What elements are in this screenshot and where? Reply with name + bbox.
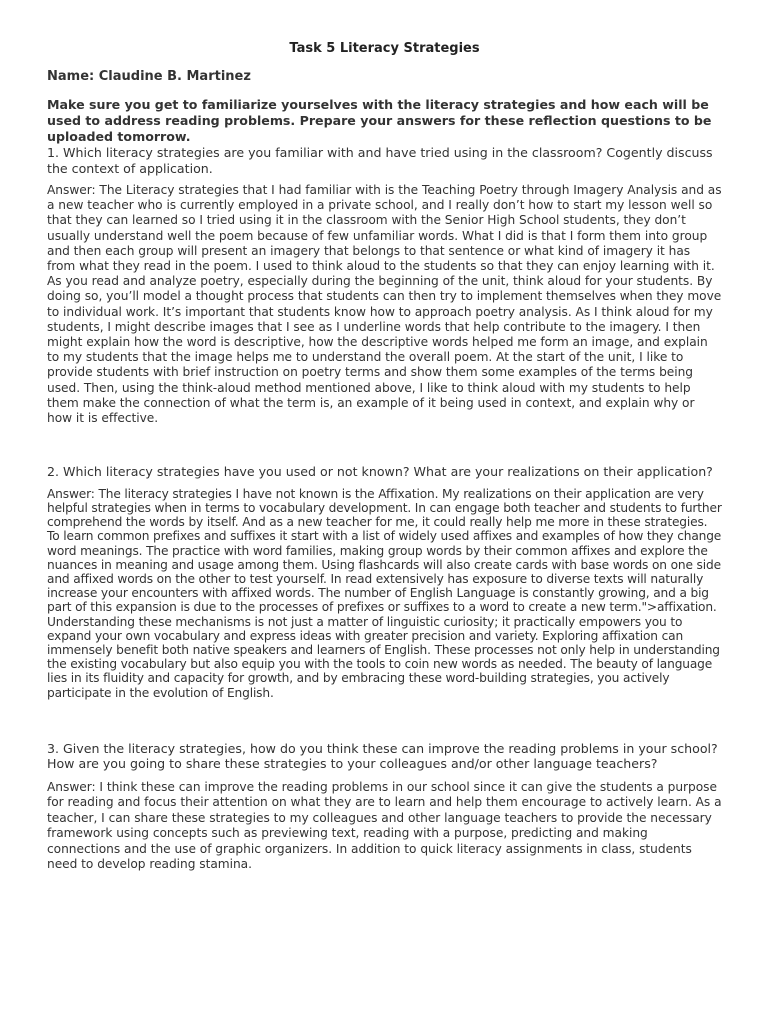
answer-2: Answer: The literacy strategies I have not known is the Affixation. My realizations on their application are very helpful strategies when in terms to vocabulary development. In can engage both teacher and students to further comprehend the words by itself. And as a new teacher for me, it could really help me more in these strategies. To learn common prefixes and suffixes it start with a list of widely used affixes and examples of how they change word meanings. The practice with word families, making group words by their common affixes and explore the nuances in meaning and usage among them. Using flashcards will also create cards with base words on one side and affixed words on the other to test yourself. In read extensively has exposure to diverse texts will naturally increase your encounters with affixed words. The number of English Language is constantly growing, and a big part of this expansion is due to the processes of prefixes or suffixes to a word to create a new term.">affixation. Understanding these mechanisms is not just a matter of linguistic curiosity; it practically empowers you to expand your own vocabulary and express ideas with greater precision and variety. Exploring affixation can immensely benefit both native speakers and learners of English. These processes not only help in understanding the existing vocabulary but also equip you with the tools to coin new words as needed. The beauty of language lies in its fluidity and capacity for growth, and by embracing these word-building strategies, you actively participate in the evolution of English.	[47, 486, 722, 700]
student-name: Name: Claudine B. Martinez	[47, 69, 251, 84]
spacer	[47, 700, 722, 741]
answer-1: Answer: The Literacy strategies that I had familiar with is the Teaching Poetry through Imagery Analysis and as a new teacher who is currently employed in a private school, and I really don’t how to start my lesson well so that they can learned so I tried using it in the classroom with the Senior High School students, they don’t usually understand well the poem because of few unfamiliar words. What I did is that I form them into group and then each group will present an imagery that belongs to that sentence or what kind of imagery it has from what they read in the poem. I used to think aloud to the students so that they can enjoy learning with it. As you read and analyze poetry, especially during the beginning of the unit, think aloud for your students. By doing so, you’ll model a thought process that students can then try to implement themselves when they move to individual work. It’s important that students know how to approach poetry analysis. As I think aloud for my students, I might describe images that I see as I underline words that help contribute to the imagery. I then might explain how the word is descriptive, how the descriptive words helped me form an image, and explain to my students that the image helps me to understand the overall poem. At the start of the unit, I like to provide students with brief instruction on poetry terms and show them some examples of the terms being used. Then, using the think-aloud method mentioned above, I like to think aloud with my students to help them make the connection of what the term is, an example of it being used in context, and explain why or how it is effective.	[47, 183, 722, 426]
question-2: 2. Which literacy strategies have you used or not known? What are your realizations on their application?	[47, 464, 713, 480]
answer-3: Answer: I think these can improve the reading problems in our school since it can give the students a purpose for reading and focus their attention on what they are to learn and help them encourage to actively learn. As a teacher, I can share these strategies to my colleagues and other language teachers to provide the necessary framework using concepts such as previewing text, reading with a purpose, predicting and making connections and the use of graphic organizers. In addition to quick literacy assignments in class, students need to develop reading stamina.	[47, 779, 722, 872]
question-block-2	[47, 464, 722, 700]
question-block-3	[47, 741, 722, 873]
question-3: 3. Given the literacy strategies, how do you think these can improve the reading problems in your school? How are you going to share these strategies to your colleagues and/or other language teachers?	[47, 740, 718, 772]
question-1: 1. Which literacy strategies are you familiar with and have tried using in the classroom? Cogently discuss the context of application.	[47, 145, 713, 176]
question-block-1	[47, 145, 722, 426]
instructions: Make sure you get to familiarize yourselves with the literacy strategies and how each will be used to address reading problems. Prepare your answers for these reflection questions to be uploaded tomorrow.	[47, 97, 712, 144]
document-title: Task 5 Literacy Strategies	[289, 41, 480, 56]
spacer	[47, 426, 722, 464]
